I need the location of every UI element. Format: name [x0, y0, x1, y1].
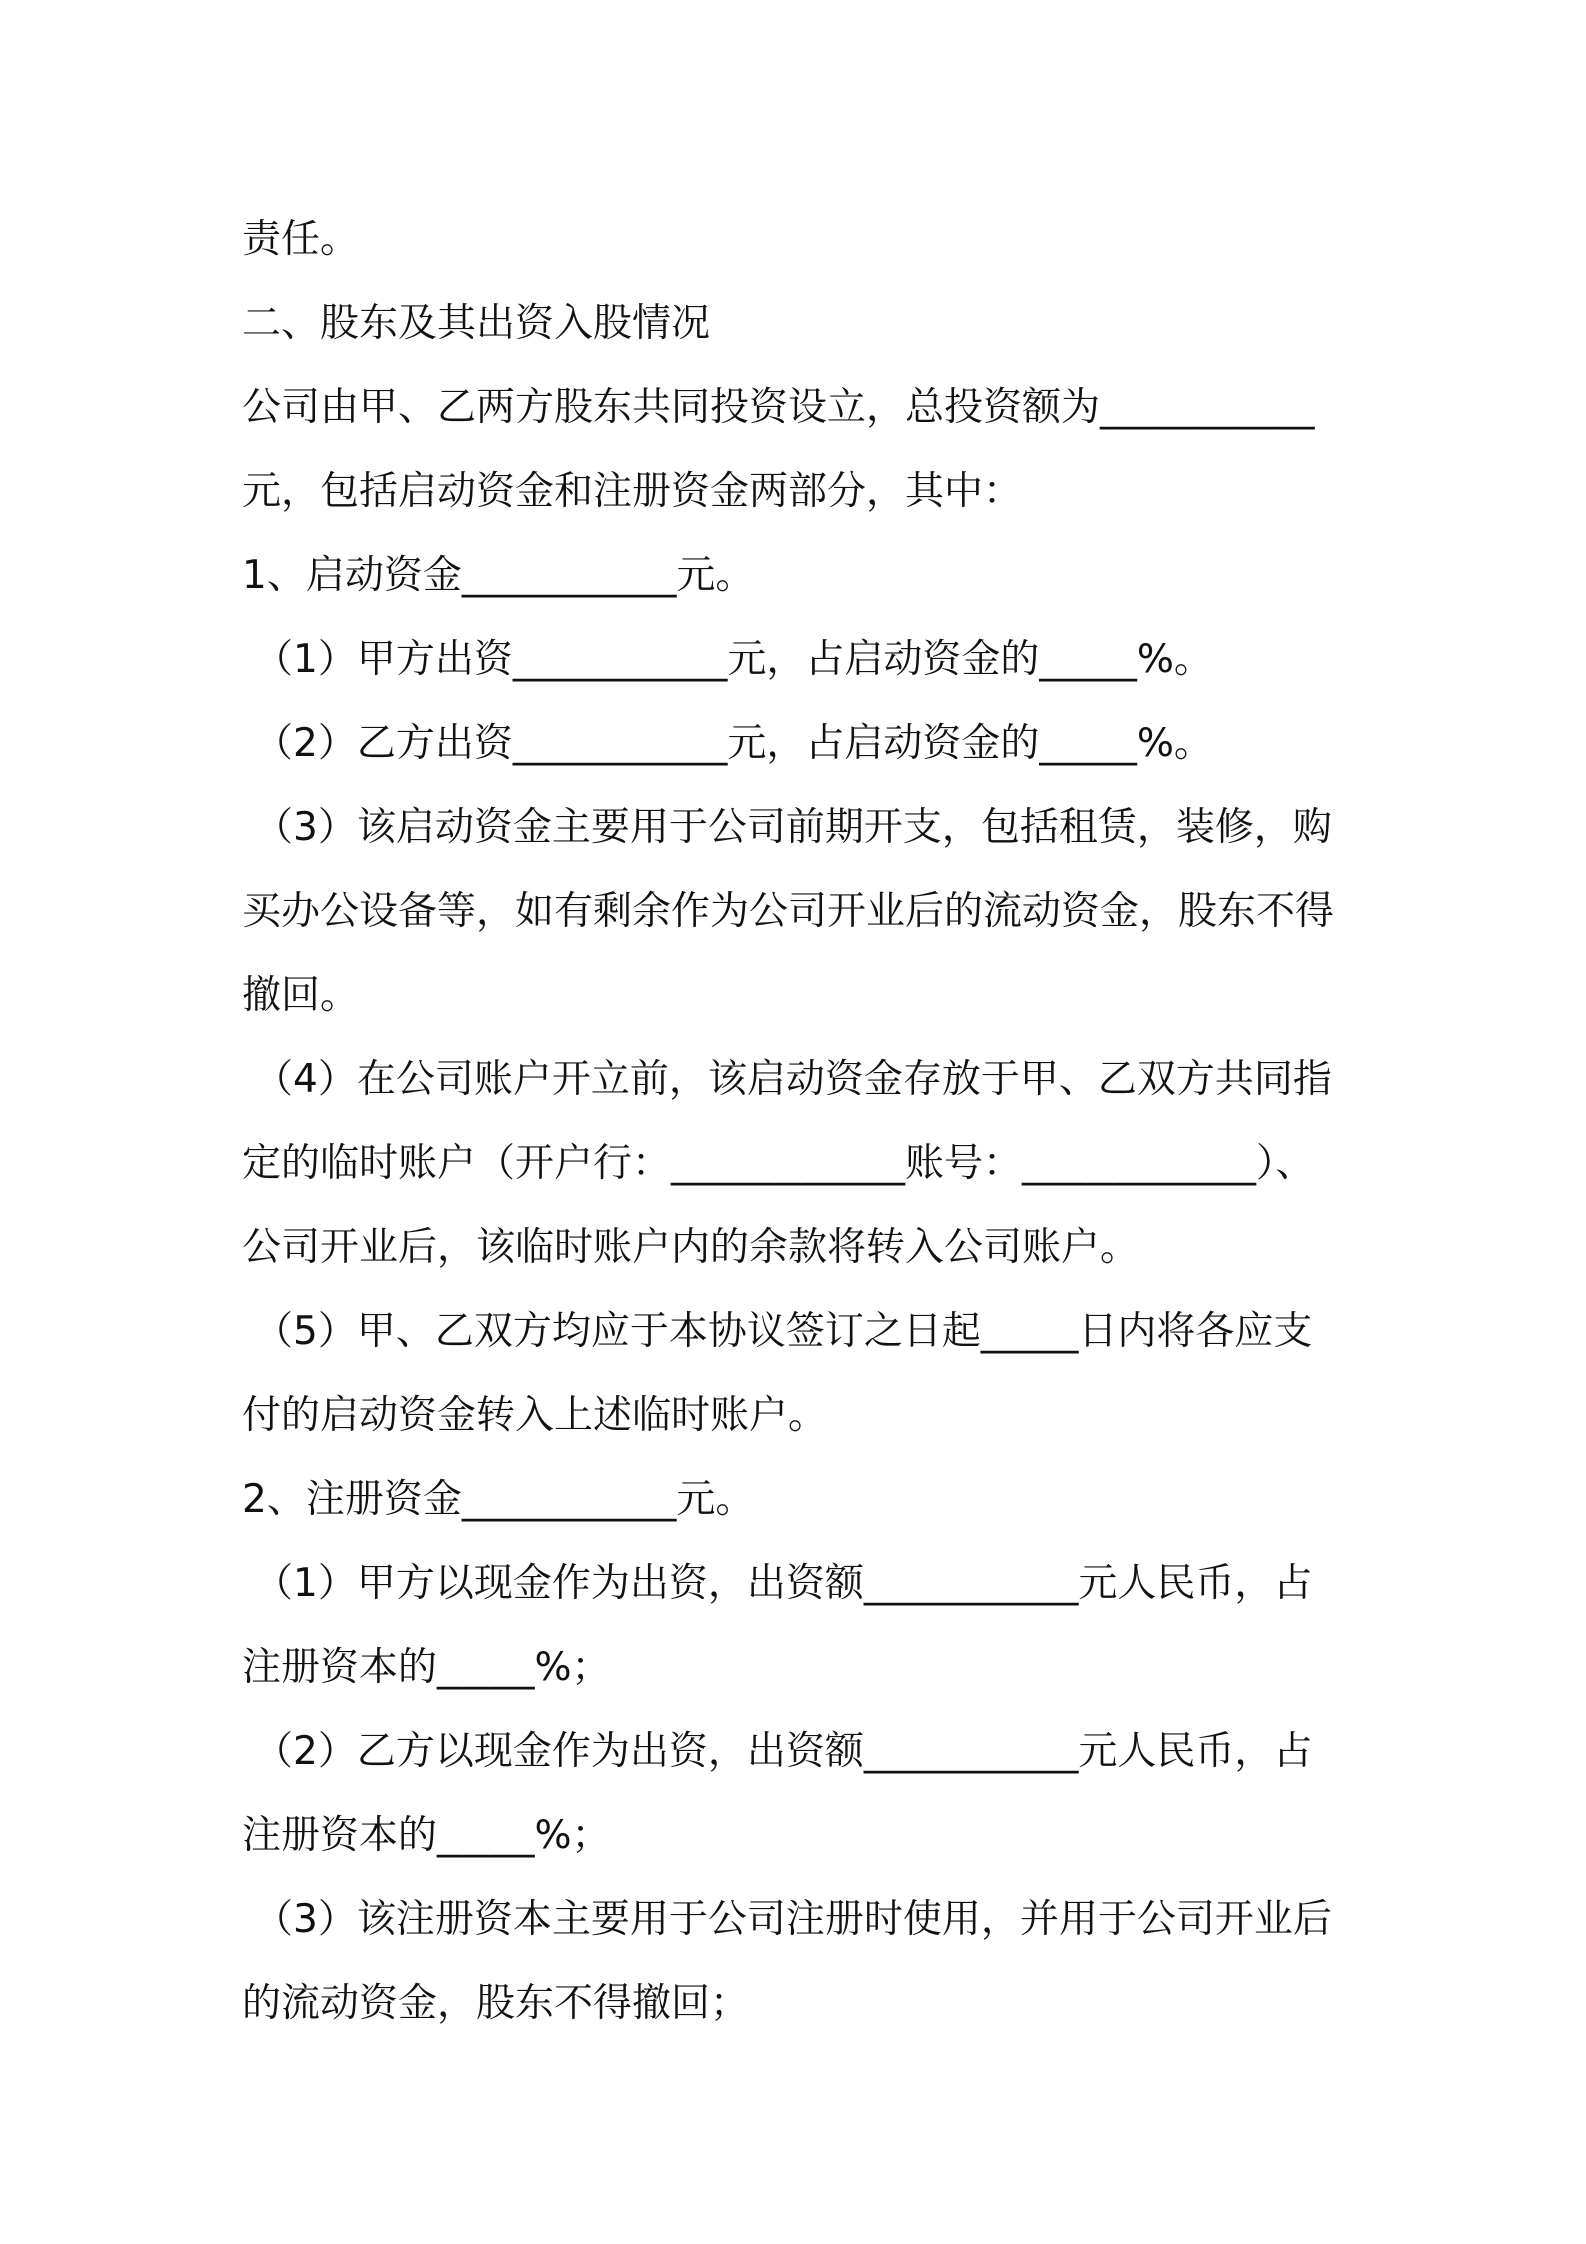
text-line: 的流动资金，股东不得撤回；	[242, 1981, 750, 2026]
text-line: 注册资本的_____%；	[242, 1645, 611, 1690]
subsection-heading: 1、启动资金___________元。	[242, 553, 755, 598]
text-line: （2）乙方出资___________元，占启动资金的_____%。	[254, 721, 1213, 766]
text-line: 定的临时账户（开户行：____________账号：____________）、	[242, 1141, 1315, 1186]
text-line: （5）甲、乙双方均应于本协议签订之日起_____日内将各应支	[254, 1309, 1313, 1354]
text-line: 注册资本的_____%；	[242, 1813, 611, 1858]
subsection-heading: 2、注册资金___________元。	[242, 1477, 755, 1522]
text-line: 责任。	[242, 217, 360, 262]
document-body	[242, 198, 1352, 2046]
text-line: （2）乙方以现金作为出资，出资额___________元人民币，占	[254, 1729, 1313, 1774]
section-heading: 二、股东及其出资入股情况	[242, 301, 711, 346]
text-line: （3）该注册资本主要用于公司注册时使用，并用于公司开业后	[254, 1897, 1332, 1942]
text-line: 撤回。	[242, 973, 360, 1018]
text-line: （1）甲方以现金作为出资，出资额___________元人民币，占	[254, 1561, 1313, 1606]
text-line: 公司由甲、乙两方股东共同投资设立，总投资额为___________	[242, 385, 1315, 430]
text-line: 付的启动资金转入上述临时账户。	[242, 1393, 828, 1438]
text-line: （4）在公司账户开立前，该启动资金存放于甲、乙双方共同指	[254, 1057, 1332, 1102]
text-line: （3）该启动资金主要用于公司前期开支，包括租赁，装修，购	[254, 805, 1332, 850]
text-line: 元，包括启动资金和注册资金两部分，其中：	[242, 469, 1023, 514]
text-line: 公司开业后，该临时账户内的余款将转入公司账户。	[242, 1225, 1140, 1270]
text-line: （1）甲方出资___________元，占启动资金的_____%。	[254, 637, 1213, 682]
text-line: 买办公设备等，如有剩余作为公司开业后的流动资金，股东不得	[242, 889, 1335, 934]
